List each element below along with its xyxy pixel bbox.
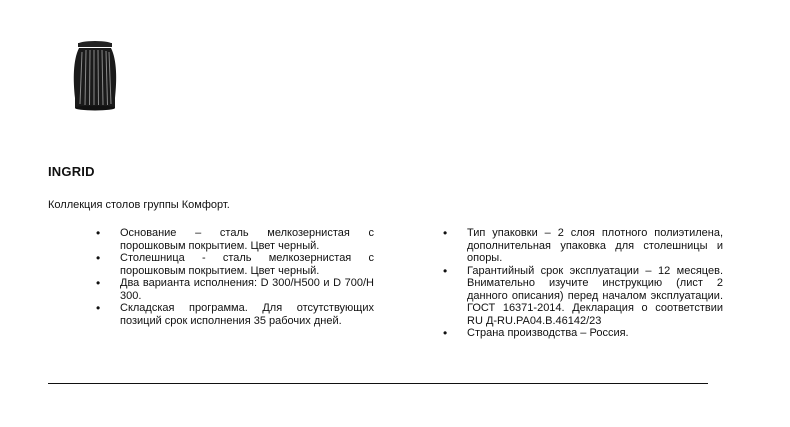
list-item: • Гарантийный срок эксплуатации – 12 месяцев. Внимательно изучите инструкцию (лист 2 данного описания) перед началом эксплуатации. ГОСТ 16371-2014. Декларация о соответствии RU Д-RU.PA04.B.46142/23 — [467, 265, 723, 328]
features-right-list — [467, 227, 723, 340]
list-item: • Складская программа. Для отсутствующих позиций срок исполнения 35 рабочих дней. — [120, 302, 374, 327]
list-item: • Два варианта исполнения: D 300/H500 и D 700/H 300. — [120, 277, 374, 302]
collection-text: Коллекция столов группы Комфорт. — [48, 199, 230, 211]
bottom-divider — [48, 383, 708, 384]
side-table-image — [70, 40, 120, 112]
list-item: • Столешница - сталь мелкозернистая с порошковым покрытием. Цвет черный. — [120, 252, 374, 277]
features-left-list — [120, 227, 374, 327]
list-item: • Основание – сталь мелкозернистая с порошковым покрытием. Цвет черный. — [120, 227, 374, 252]
list-item: • Страна производства – Россия. — [467, 327, 723, 340]
list-item: • Тип упаковки – 2 слоя плотного полиэтилена, дополнительная упаковка для столешницы и опоры. — [467, 227, 723, 265]
product-title: INGRID — [48, 164, 95, 179]
